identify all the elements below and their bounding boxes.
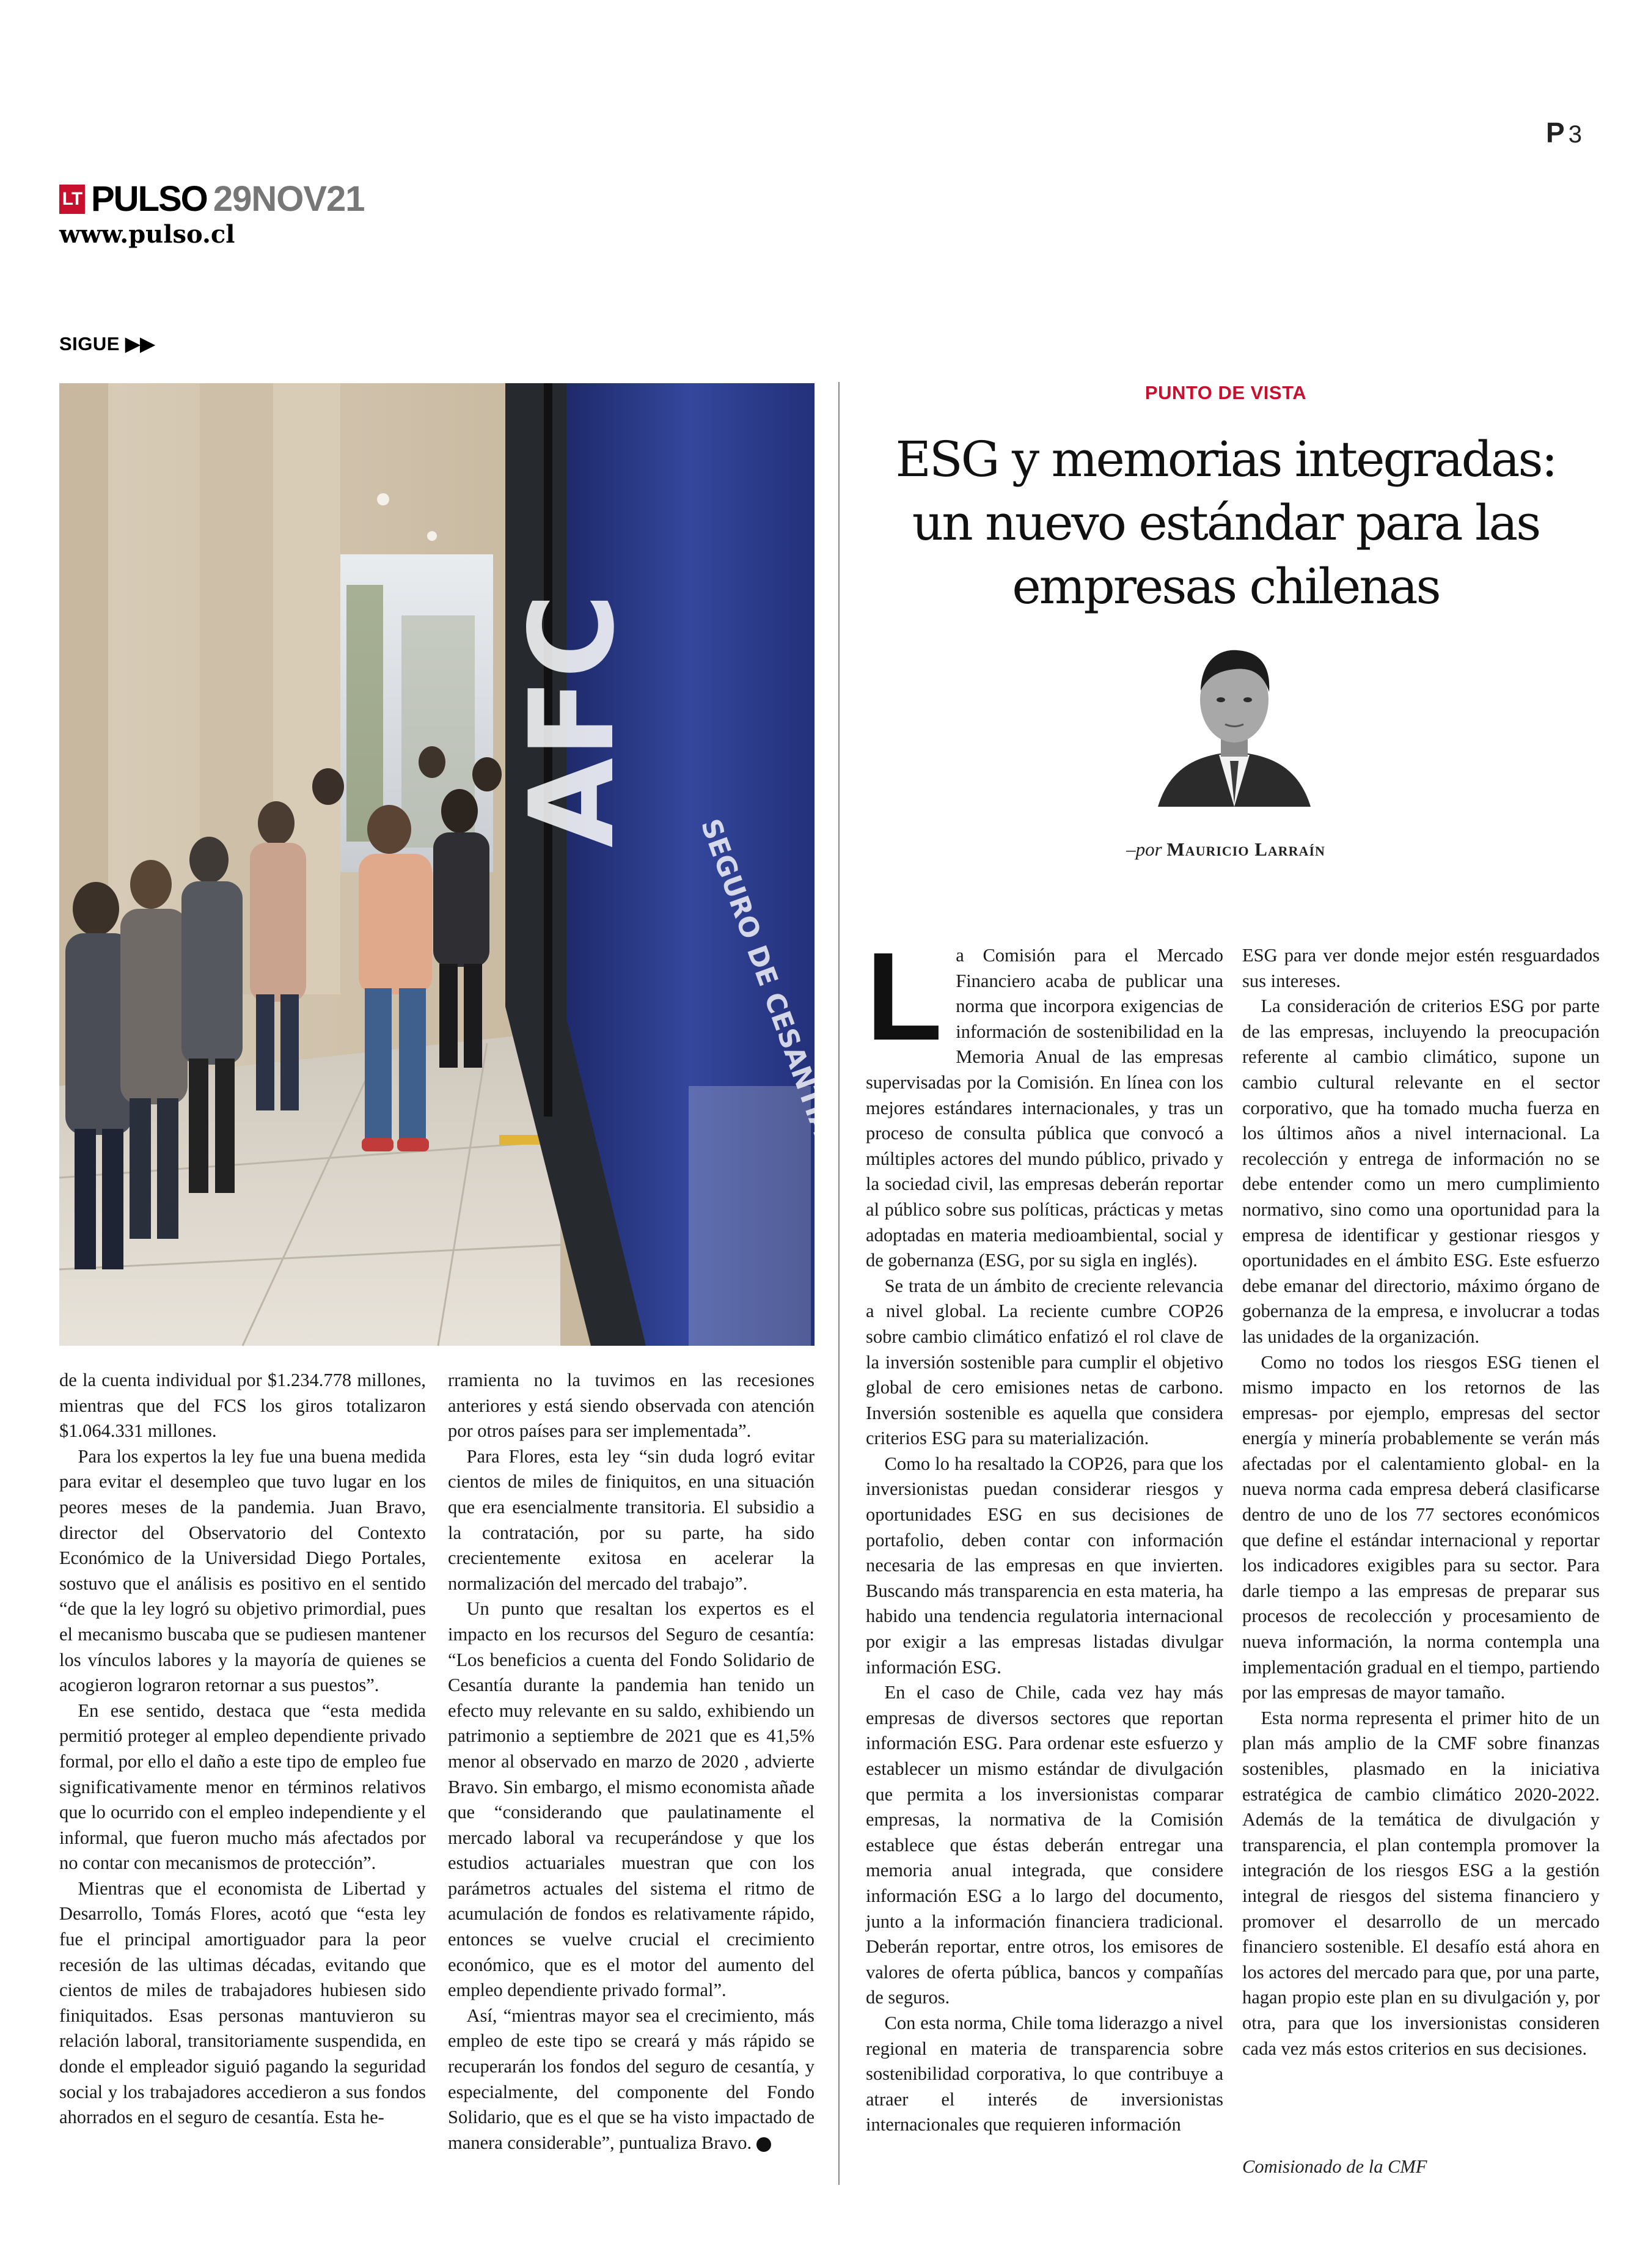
masthead [59,178,365,219]
issue-date: 29NOV21 [213,179,365,219]
left-article-column-2 [448,1368,815,2156]
paragraph: Como no todos los riesgos ESG tienen el mismo impacto en los retornos de las empresas- por ejemplo, empresas del sector energía y minería probablemente se verán más afectadas por el calentamiento global- en la nueva norma cada empresa deberá clasificarse dentro de uno de los 77 sectores económicos que define el estándar internacional y reportar los indicadores exigibles para su sector. Para darle tiempo a las empresas de preparar sus procesos de recolección y procesamiento de nueva información, la norma contempla una implementación gradual en el tiempo, partiendo por las empresas de mayor tamaño. [1242,1351,1600,1703]
headline [855,428,1596,618]
paragraph: a Comisión para el Mercado Financiero acaba de publicar una norma que incorpora exigencias de información de sostenibilidad en la Memoria Anual de las empresas supervisadas por la Comisión. En línea con los mejores estándares internacionales, y tras un proceso de consulta pública que convocó a múltiples actores del mundo público, privado y la sociedad civil, las empresas deberán reportar al público sobre sus políticas, prácticas y metas adoptadas en materia medioambiental, social y de gobernanza (ESG, por su sigla en inglés). [866,945,1223,1271]
paragraph: Con esta norma, Chile toma liderazgo a nivel regional en materia de transparencia sobre sostenibilidad corporativa, lo que contribuye a atraer el interés de inversionistas internacionales que requieren información [866,2012,1223,2135]
author-title: Comisionado de la CMF [1242,2156,1427,2177]
continues-label: SIGUE ▶▶ [59,333,155,354]
paragraph: rramienta no la tuvimos en las recesiones anteriores y está siendo observada con atención por otros países para ser implementada”. [448,1370,815,1442]
paragraph: En ese sentido, destaca que “esta medida permitió proteger al empleo dependiente privado formal, por ello el daño a este tipo de empleo fue significativamente menor en términos relativos que lo ocurrido con el empleo independiente y el informal, que fueron mucho más afectados por no contar con mecanismos de protección”. [59,1700,426,1874]
column-divider [838,382,840,2185]
site-url[interactable]: www.pulso.cl [59,220,235,249]
opinion-column-1 [866,927,1223,2138]
afc-sign-text: AFC [505,593,640,848]
queue-at-afc-office-illustration [59,383,838,1346]
paragraph: Como lo ha resaltado la COP26, para que los inversionistas puedan considerar riesgos y oportunidades ESG en sus decisiones de portafolio, deben contar con información necesaria de las empresas en que invierten. Buscando más transparencia en esta materia, ha habido una tendencia regulatoria internacional por exigir a las empresas listadas divulgar información ESG. [866,1453,1223,1678]
byline-prefix: –por [1126,839,1162,860]
page-prefix: P [1546,117,1565,149]
paragraph: En el caso de Chile, cada vez hay más empresas de diversos sectores que reportan información ESG. Para ordenar este esfuerzo y establecer un mismo estándar de divulgación que permita a los inversionistas comparar empresas, la normativa de la Comisión establece que éstas deberán entregar una memoria anual integrada, que considere información ESG a lo largo del documento, junto a la información financiera tradicional. Deberán reportar, entre otros, los emisores de valores de oferta pública, bancos y compañías de seguros. [866,1682,1223,2008]
paragraph: Para Flores, esta ley “sin duda logró evitar cientos de miles de finiquitos, en una situación que era esencialmente transitoria. El subsidio a la contratación, por su parte, ha sido crecientemente exitosa en acelerar la normalización del mercado del trabajo”. [448,1445,815,1594]
headline-line-2: un nuevo estándar para las [912,494,1540,551]
paragraph: Mientras que el economista de Libertad y Desarrollo, Tomás Flores, acotó que “esta ley fue el principal amortiguador para la peor recesión de las ultimas décadas, evitando que cientos de miles de trabajadores hubiesen sido finiquitados. Esas personas mantuvieron su relación laboral, transitoriamente suspendida, en donde el empleador siguió pagando la seguridad social y los trabajadores accedieron a sus fondos ahorrados en el seguro de cesantía. Esta he- [59,1877,426,2128]
lt-logo: LT [59,185,85,214]
headline-line-3: empresas chilenas [1012,558,1440,615]
page-number [1546,116,1582,149]
paragraph: ESG para ver donde mejor estén resguardados sus intereses. [1242,945,1600,991]
news-photo [59,383,838,1346]
article-end-icon: P [756,2137,771,2152]
page-number-value: 3 [1568,121,1582,148]
opinion-column-2 [1242,943,1600,2061]
paragraph: Esta norma representa el primer hito de un plan más amplio de la CMF sobre finanzas sostenibles, plasmado en la iniciativa estratégica de cambio climático 2020-2022. Además de la temática de divulgación y transparencia, el plan contempla promover la integración de los riesgos ESG a la gestión integral de riesgos del sistema financiero y promover el desarrollo de un mercado financiero sostenible. El desafío está ahora en los actores del mercado para que, por una parte, hagan propio este plan en su divulgación y, por otra, para que los inversionistas consideren cada vez más estos criterios en sus decisiones. [1242,1707,1600,2059]
paragraph: Se trata de un ámbito de creciente relevancia a nivel global. La reciente cumbre COP26 sobre cambio climático enfatizó el rol clave de la inversión sostenible para cumplir el objetivo global de cero emisiones netas de carbono. Inversión sostenible es aquella que considera criterios ESG para su materialización. [866,1275,1223,1449]
paragraph: Para los expertos la ley fue una buena medida para evitar el desempleo que tuvo lugar en los peores meses de la pandemia. Juan Bravo, director del Observatorio del Contexto Económico de la Universidad Diego Portales, sostuvo que el análisis es positivo en el sentido “de que la ley logró su objetivo primordial, pues el mecanismo buscaba que se pudiesen mantener los vínculos labores y la mayoría de quienes se acogieron lograron retornar a sus puestos”. [59,1445,426,1696]
brand-name: PULSO [91,179,207,219]
drop-cap: L [866,927,943,1066]
afc-sign-subtext: SEGURO DE CESANTÍA [694,815,838,1140]
author-portrait-illustration [1152,636,1317,807]
author-portrait [1152,636,1317,807]
paragraph: de la cuenta individual por $1.234.778 millones, mientras que del FCS los giros totalizaron $1.064.331 millones. [59,1370,426,1442]
paragraph: Así, “mientras mayor sea el crecimiento, más empleo de este tipo se creará y más rápido se recuperarán los fondos del seguro de cesantía, y especialmente, del componente del Fondo Solidario, que es el que se ha visto impactado de manera considerable”, puntualiza Bravo. [448,2005,815,2153]
author-name: Mauricio Larraín [1166,839,1325,860]
paragraph: La consideración de criterios ESG por parte de las empresas, incluyendo la preocupación referente al cambio climático, supone un cambio cultural relevante en el sector corporativo, que ha tomado mucha fuerza en los últimos años a nivel internacional. La recolección y entrega de información no se debe entender como un mero cumplimiento normativo, sino como una oportunidad para la empresa de identificar y gestionar riesgos y oportunidades en el ámbito ESG. Este esfuerzo debe emanar del directorio, máximo órgano de gobernanza de la empresa, e involucrar a todas las unidades de la organización. [1242,996,1600,1347]
paragraph: Un punto que resaltan los expertos es el impacto en los recursos del Seguro de cesantía: “Los beneficios a cuenta del Fondo Solidario de Cesantía durante la pandemia han tenido un efecto muy relevante en su saldo, exhibiendo un patrimonio a septiembre de 2021 que es 41,5% menor al observado en marzo de 2020 , advierte Bravo. Sin embargo, el mismo economista añade que “considerando que paulatinamente el mercado laboral va recuperándose y que los estudios actuariales muestran que con los parámetros actuales del sistema el ritmo de acumulación de fondos es relativamente rápido, entonces se vuelve crucial el crecimiento económico, que es el motor del aumento del empleo dependiente privado formal”. [448,1598,815,2001]
left-article-column-1 [59,1368,426,2130]
headline-line-1: ESG y memorias integradas: [895,431,1556,488]
section-label: PUNTO DE VISTA [1144,382,1307,403]
byline [855,839,1596,861]
